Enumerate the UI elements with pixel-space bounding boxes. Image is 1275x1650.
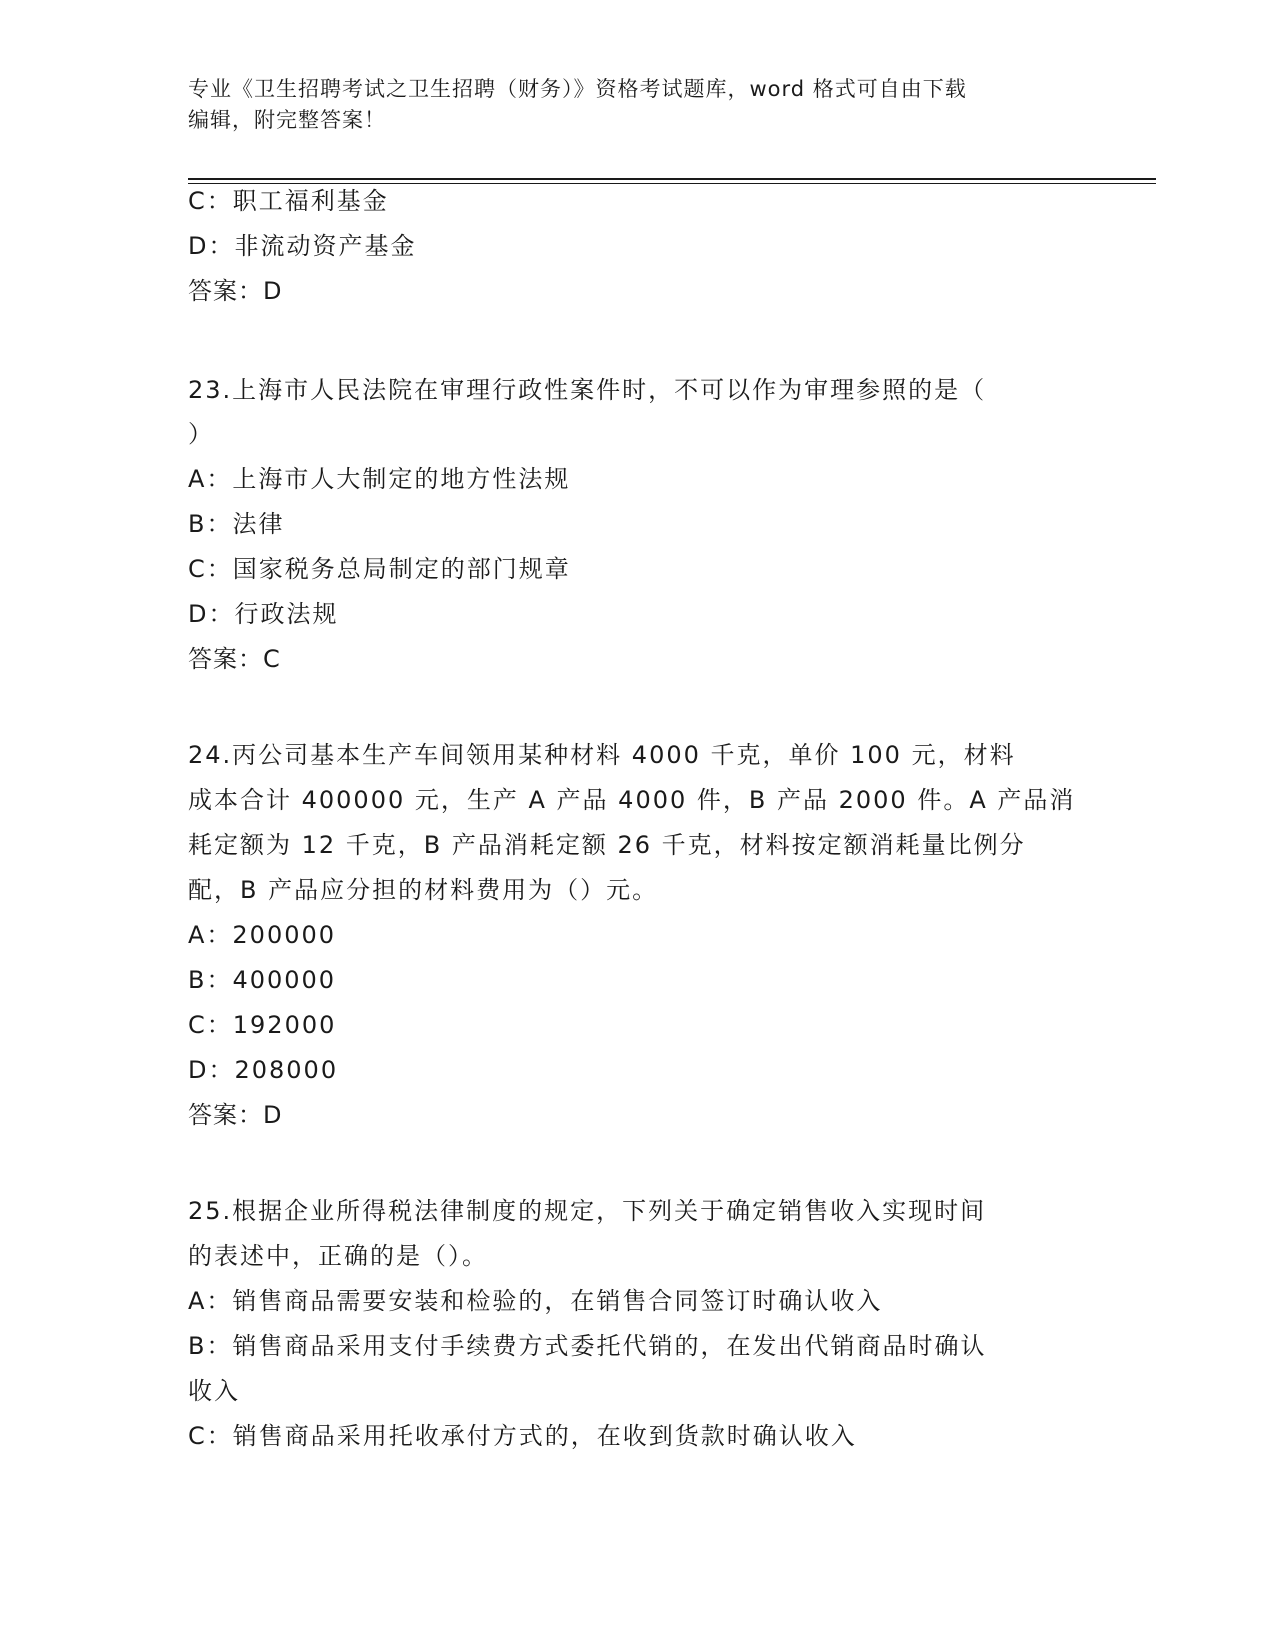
q23-stem-line-1: 23.上海市人民法院在审理行政性案件时，不可以作为审理参照的是（ (188, 376, 987, 404)
header-divider-thin (188, 183, 1156, 184)
header-line-2: 编辑，附完整答案！ (188, 108, 386, 132)
q23-answer: 答案：C (188, 645, 281, 673)
q25-option-b-line-2: 收入 (188, 1377, 240, 1405)
header-divider-thick (188, 178, 1156, 180)
q24-option-b: B：400000 (188, 966, 337, 994)
q25-option-a: A：销售商品需要安装和检验的，在销售合同签订时确认收入 (188, 1287, 883, 1315)
document-header (188, 74, 1068, 136)
header-line-1: 专业《卫生招聘考试之卫生招聘（财务）》资格考试题库，word 格式可自由下载 (188, 77, 967, 101)
q25-stem-line-1: 25.根据企业所得税法律制度的规定，下列关于确定销售收入实现时间 (188, 1197, 987, 1225)
q24-stem-line-4: 配，B 产品应分担的材料费用为（）元。 (188, 876, 659, 904)
prev-answer: 答案：D (188, 277, 283, 305)
q25-option-c: C：销售商品采用托收承付方式的，在收到货款时确认收入 (188, 1422, 857, 1450)
q24-option-d: D：208000 (188, 1056, 339, 1084)
prev-option-c: C：职工福利基金 (188, 187, 389, 215)
q24-stem-line-2: 成本合计 400000 元，生产 A 产品 4000 件，B 产品 2000 件。A 产品消 (188, 786, 1076, 814)
q23-option-b: B：法律 (188, 510, 285, 538)
q24-option-a: A：200000 (188, 921, 337, 949)
q24-answer: 答案：D (188, 1101, 283, 1129)
q24-option-c: C：192000 (188, 1011, 337, 1039)
q25-stem-line-2: 的表述中，正确的是（）。 (188, 1242, 488, 1270)
q24-stem-line-3: 耗定额为 12 千克，B 产品消耗定额 26 千克，材料按定额消耗量比例分 (188, 831, 1026, 859)
q25-option-b-line-1: B：销售商品采用支付手续费方式委托代销的，在发出代销商品时确认 (188, 1332, 987, 1360)
prev-option-d: D：非流动资产基金 (188, 232, 417, 260)
q23-option-c: C：国家税务总局制定的部门规章 (188, 555, 571, 583)
q24-stem-line-1: 24.丙公司基本生产车间领用某种材料 4000 千克，单价 100 元，材料 (188, 741, 1016, 769)
q23-option-d: D：行政法规 (188, 600, 339, 628)
q23-option-a: A：上海市人大制定的地方性法规 (188, 465, 571, 493)
q23-stem-line-2: ） (188, 420, 214, 448)
